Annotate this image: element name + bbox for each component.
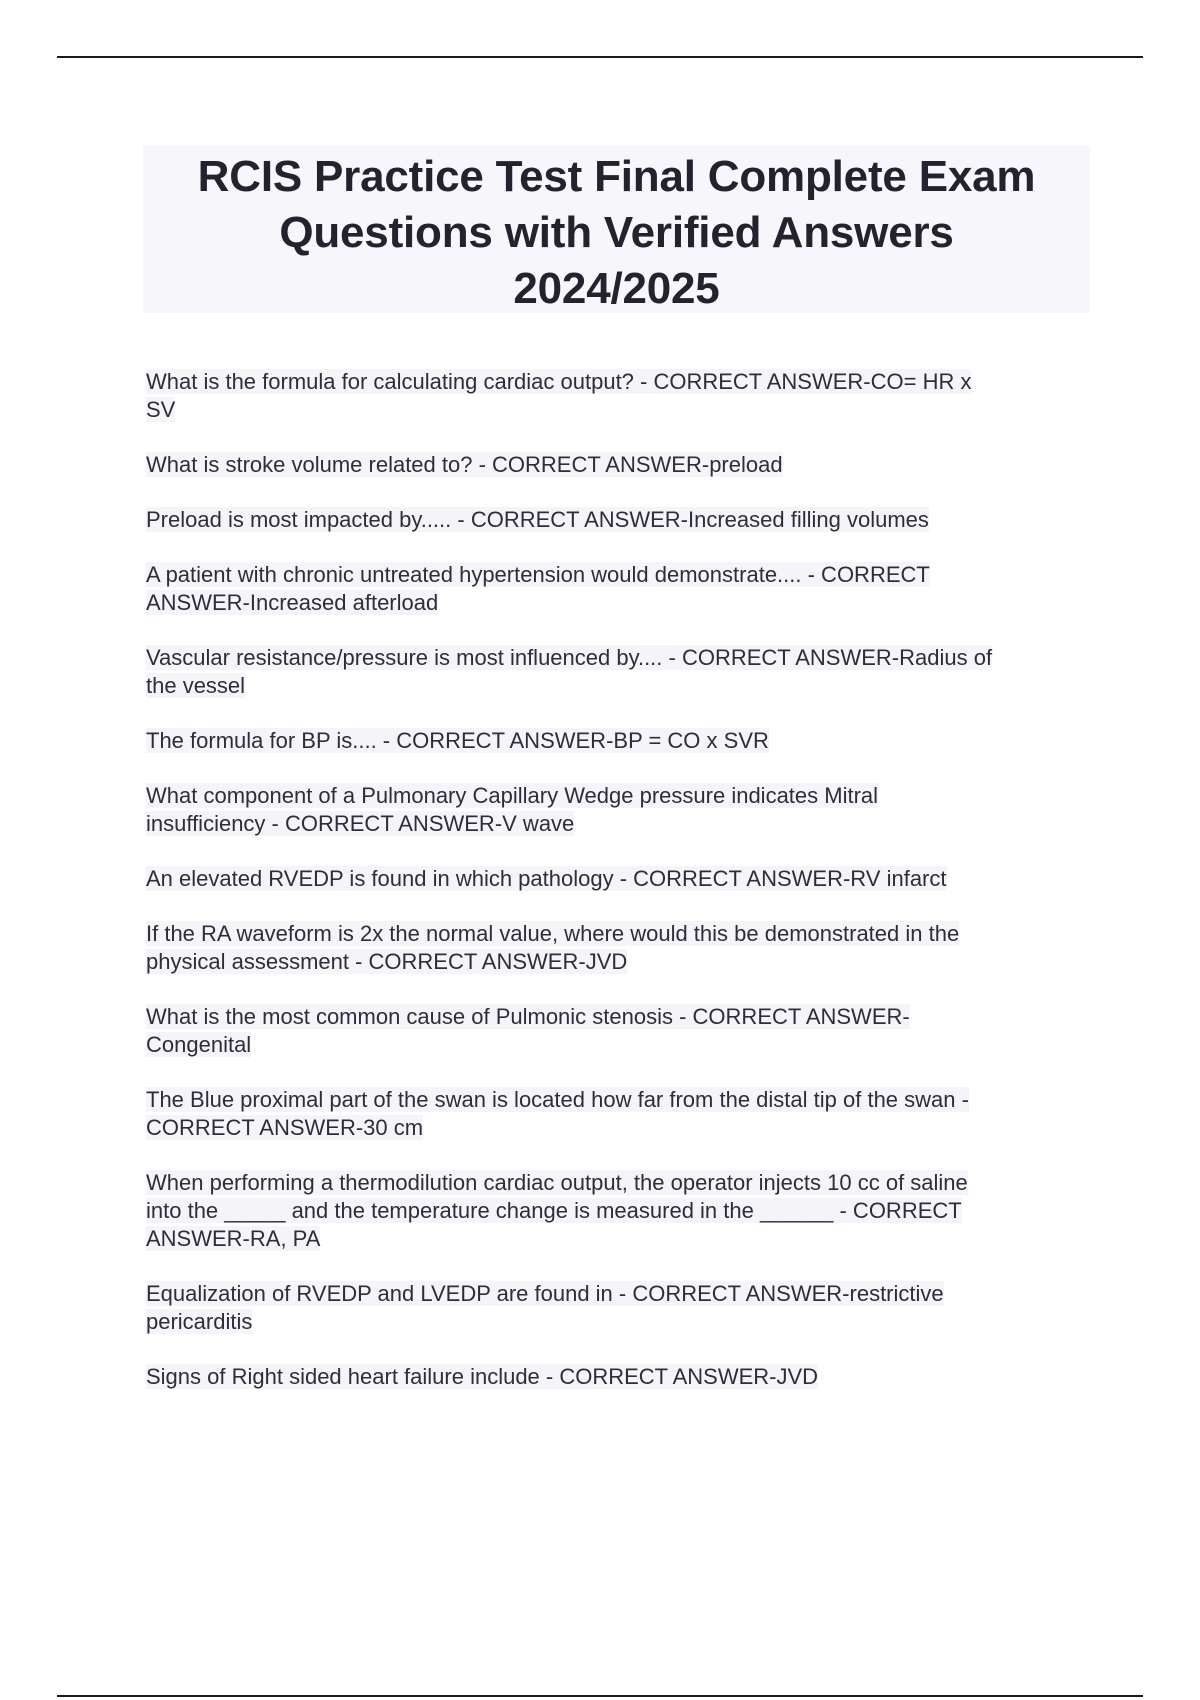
qa-line <box>146 1031 1096 1059</box>
qa-item <box>146 782 1096 838</box>
qa-line <box>146 1003 1096 1031</box>
document-title <box>143 146 1090 313</box>
qa-text: Congenital <box>146 1032 252 1057</box>
title-line-1: RCIS Practice Test Final Complete Exam <box>197 152 1036 201</box>
qa-item <box>146 1086 1096 1142</box>
qa-line <box>146 948 1096 976</box>
qa-line <box>146 1363 1096 1391</box>
qa-text: physical assessment - CORRECT ANSWER-JVD <box>146 949 628 974</box>
qa-line <box>146 589 1096 617</box>
qa-item <box>146 865 1096 893</box>
qa-item <box>146 920 1096 976</box>
qa-text: When performing a thermodilution cardiac output, the operator injects 10 cc of saline <box>146 1170 968 1195</box>
qa-item <box>146 451 1096 479</box>
qa-line <box>146 396 1096 424</box>
qa-text: Preload is most impacted by..... - CORRECT ANSWER-Increased filling volumes <box>146 507 929 532</box>
qa-line <box>146 865 1096 893</box>
qa-line <box>146 672 1096 700</box>
qa-line <box>146 368 1096 396</box>
qa-text: insufficiency - CORRECT ANSWER-V wave <box>146 811 575 836</box>
qa-line <box>146 506 1096 534</box>
qa-text: What is the most common cause of Pulmonic stenosis - CORRECT ANSWER- <box>146 1004 910 1029</box>
qa-text: If the RA waveform is 2x the normal value, where would this be demonstrated in the <box>146 921 960 946</box>
qa-line <box>146 1225 1096 1253</box>
qa-item <box>146 1363 1096 1391</box>
qa-text: ANSWER-RA, PA <box>146 1226 321 1251</box>
qa-text: Signs of Right sided heart failure include - CORRECT ANSWER-JVD <box>146 1364 819 1389</box>
qa-line <box>146 782 1096 810</box>
qa-text: The formula for BP is.... - CORRECT ANSWER-BP = CO x SVR <box>146 728 769 753</box>
qa-line <box>146 727 1096 755</box>
qa-line <box>146 1086 1096 1114</box>
qa-item <box>146 1003 1096 1059</box>
qa-text: What is the formula for calculating cardiac output? - CORRECT ANSWER-CO= HR x <box>146 369 972 394</box>
qa-line <box>146 1169 1096 1197</box>
qa-text: pericarditis <box>146 1309 253 1334</box>
question-answer-list <box>146 368 1096 1418</box>
qa-line <box>146 561 1096 589</box>
qa-line <box>146 920 1096 948</box>
qa-text: ANSWER-Increased afterload <box>146 590 439 615</box>
qa-line <box>146 1280 1096 1308</box>
qa-item <box>146 644 1096 700</box>
qa-line <box>146 644 1096 672</box>
qa-item <box>146 561 1096 617</box>
qa-text: A patient with chronic untreated hypertension would demonstrate.... - CORRECT <box>146 562 930 587</box>
top-divider <box>57 56 1143 58</box>
qa-text: CORRECT ANSWER-30 cm <box>146 1115 424 1140</box>
qa-text: SV <box>146 397 176 422</box>
qa-text: What component of a Pulmonary Capillary Wedge pressure indicates Mitral <box>146 783 879 808</box>
qa-line <box>146 1308 1096 1336</box>
qa-item <box>146 727 1096 755</box>
qa-line <box>146 1114 1096 1142</box>
qa-text: Equalization of RVEDP and LVEDP are found in - CORRECT ANSWER-restrictive <box>146 1281 944 1306</box>
qa-text: An elevated RVEDP is found in which pathology - CORRECT ANSWER-RV infarct <box>146 866 947 891</box>
qa-text: What is stroke volume related to? - CORRECT ANSWER-preload <box>146 452 783 477</box>
qa-item <box>146 506 1096 534</box>
qa-text: the vessel <box>146 673 246 698</box>
qa-line <box>146 1197 1096 1225</box>
qa-item <box>146 368 1096 424</box>
qa-text: The Blue proximal part of the swan is located how far from the distal tip of the swan - <box>146 1087 969 1112</box>
title-line-3: 2024/2025 <box>513 264 720 313</box>
qa-item <box>146 1280 1096 1336</box>
qa-item <box>146 1169 1096 1253</box>
title-line-2: Questions with Verified Answers <box>279 208 954 257</box>
qa-line <box>146 810 1096 838</box>
qa-line <box>146 451 1096 479</box>
qa-text: into the _____ and the temperature change is measured in the ______ - CORRECT <box>146 1198 962 1223</box>
bottom-divider <box>57 1695 1143 1697</box>
qa-text: Vascular resistance/pressure is most influenced by.... - CORRECT ANSWER-Radius of <box>146 645 993 670</box>
